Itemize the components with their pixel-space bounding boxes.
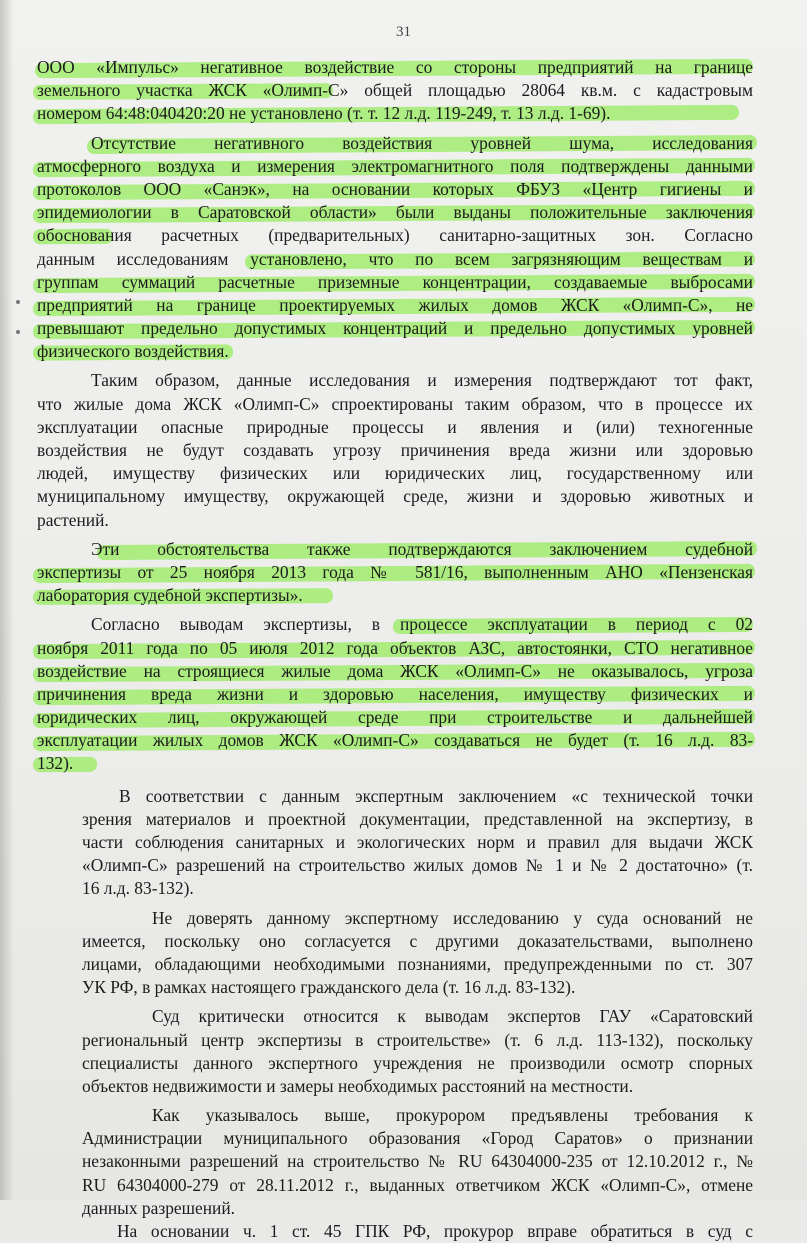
- text-line: объектов недвижимости и замеры необходимых расстояний на местности.: [82, 1075, 634, 1096]
- text-line: Согласно выводам экспертизы, в процессе эксплуатации в период с 02: [91, 614, 753, 635]
- text-line: RU 64304000-279 от 28.11.2012 г., выданных ответчиком ЖСК «Олимп-С», отмене: [82, 1174, 753, 1195]
- document-body: [37, 56, 753, 1243]
- text-line: Таким образом, данные исследования и измерения подтверждают тот факт,: [91, 370, 753, 391]
- text-line: региональный центр экспертизы в строительстве» (т. 6 л.д. 113-132), поскольку: [82, 1029, 753, 1050]
- text-line: части соблюдения санитарных и экологических норм и правил для выдачи ЖСК: [82, 832, 753, 852]
- text-line: протоколов ООО «Санэк», на основании которых ФБУЗ «Центр гигиены и: [37, 178, 753, 201]
- text-line: В соответствии с данным экспертным заключением «с технической точки: [119, 785, 753, 806]
- text-line: 132).: [37, 752, 753, 775]
- text-line: УК РФ, в рамках настоящего гражданского дела (т. 16 л.д. 83-132).: [82, 977, 576, 998]
- text-line: специалисты данного экспертного учреждения не производили осмотр спорных: [82, 1052, 753, 1073]
- text-line: воздействия не будут создавать угрозу причинения вреда жизни или здоровью: [37, 440, 753, 460]
- text-line: На основании ч. 1 ст. 45 ГПК РФ, прокурор вправе обратиться в суд с: [117, 1221, 753, 1241]
- text-line: 16 л.д. 83-132).: [82, 878, 194, 899]
- text-line: Как указывалось выше, прокурором предъявлены требования к: [152, 1105, 753, 1126]
- text-line: незаконными разрешений на строительство № RU 64304000-235 от 12.10.2012 г., №: [82, 1151, 753, 1172]
- text-line: номером 64:48:040420:20 не установлено (т. т. 12 л.д. 119-249, т. 13 л.д. 1-69).: [37, 102, 753, 125]
- text-line: ООО «Импульс» негативное воздействие со стороны предприятий на границе: [37, 56, 753, 79]
- text-line: Отсутствие негативного воздействия уровней шума, исследования: [37, 132, 753, 155]
- text-line: физического воздействия.: [37, 340, 753, 363]
- scan-speck: [16, 330, 20, 334]
- text-line: превышают предельно допустимых концентраций и предельно допустимых уровней: [37, 317, 753, 340]
- text-line: муниципальному имуществу, окружающей среде, жизни и здоровью животных и: [37, 486, 753, 507]
- text-line: группам суммаций расчетные приземные концентрации, создаваемые выбросами: [37, 271, 753, 294]
- page-number: 31: [396, 24, 411, 40]
- text-line: обоснования расчетных (предварительных) санитарно-защитных зон. Согласно: [37, 224, 753, 247]
- text-line: лаборатория судебной экспертизы».: [37, 584, 753, 607]
- text-line: растений.: [37, 509, 109, 530]
- text-line: земельного участка ЖСК «Олимп-С» общей площадью 28064 кв.м. с кадастровым: [37, 79, 753, 102]
- text-line: Суд критически относится к выводам экспертов ГАУ «Саратовский: [152, 1006, 753, 1027]
- text-line: зрения материалов и проектной документации, представленной на экспертизу, в: [82, 808, 753, 829]
- text-line: причинения вреда жизни и здоровью населения, имуществу физических и: [37, 683, 753, 706]
- text-line: эксплуатации жилых домов ЖСК «Олимп-С» создаваться не будет (т. 16 л.д. 83-: [37, 729, 753, 752]
- scan-speck: [16, 300, 20, 304]
- text-line: эпидемиологии в Саратовской области» были выданы положительные заключения: [37, 201, 753, 224]
- text-line: лицами, обладающими необходимыми познаниями, предупрежденными по ст. 307: [82, 953, 753, 974]
- text-line: Администрации муниципального образования «Город Саратов» о признании: [82, 1128, 753, 1149]
- text-line: людей, имуществу физических или юридических лиц, государственному или: [37, 463, 753, 484]
- text-line: Не доверять данному экспертному исследованию у суда оснований не: [152, 907, 753, 928]
- text-line: ноября 2011 года по 05 июля 2012 года объектов АЗС, автостоянки, СТО негативное: [37, 637, 753, 660]
- text-line: имеется, поскольку оно согласуется с другими доказательствами, выполнено: [82, 930, 753, 951]
- text-line: данным исследованиям установлено, что по всем загрязняющим веществам и: [37, 248, 753, 271]
- text-line: что жилые дома ЖСК «Олимп-С» спроектированы таким образом, что в процессе их: [37, 393, 753, 414]
- text-line: данных разрешений.: [82, 1197, 235, 1218]
- text-line: «Олимп-С» разрешений на строительство жилых домов № 1 и № 2 достаточно» (т.: [82, 855, 753, 876]
- text-line: воздействие на строящиеся жилые дома ЖСК «Олимп-С» не оказывалось, угроза: [37, 660, 753, 683]
- text-line: предприятий на границе проектируемых жилых домов ЖСК «Олимп-С», не: [37, 294, 753, 317]
- text-line: Эти обстоятельства также подтверждаются заключением судебной: [37, 538, 753, 561]
- text-line: юридических лиц, окружающей среде при строительстве и дальнейшей: [37, 706, 753, 729]
- text-line: эксплуатации опасные природные процессы и явления и (или) техногенные: [37, 416, 753, 437]
- scan-edge-shadow: [0, 0, 14, 1200]
- text-line: атмосферного воздуха и измерения электромагнитного поля подтверждены данными: [37, 155, 753, 178]
- text-line: экспертизы от 25 ноября 2013 года № 581/16, выполненным АНО «Пензенская: [37, 561, 753, 584]
